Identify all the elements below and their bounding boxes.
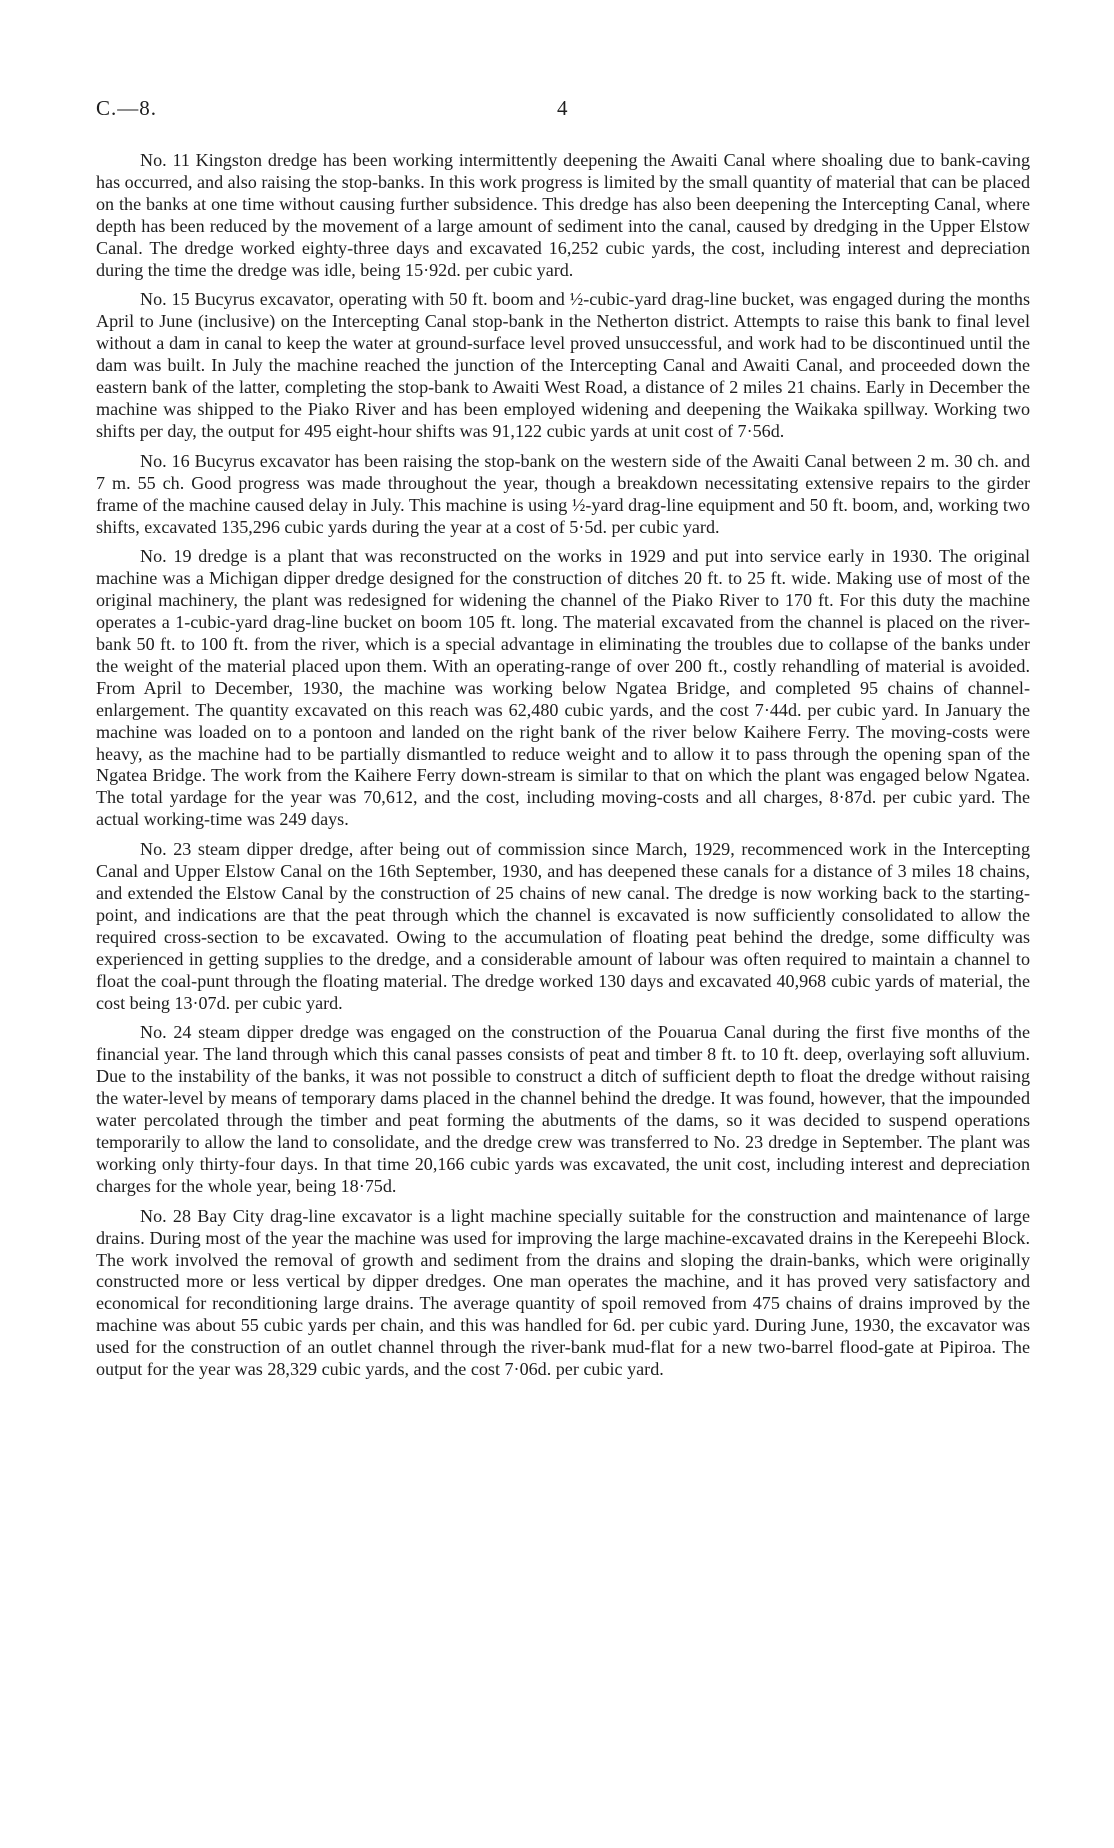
paragraph-no-16-bucyrus-excavator: No. 16 Bucyrus excavator has been raising the stop-bank on the western side of the Awaiti Canal between 2 m. 30 ch. and 7 m. 55 ch. Good progress was made throughout the year, though a breakdown necessitating extensive repairs to the girder frame of the machine caused delay in July. This machine is using ½-yard drag-line equipment and 50 ft. boom, and, working two shifts, excavated 135,296 cubic yards during the year at a cost of 5·5d. per cubic yard. xyxy=(96,450,1030,537)
paragraph-no-28-bay-city-excavator: No. 28 Bay City drag-line excavator is a light machine specially suitable for the construction and maintenance of large drains. During most of the year the machine was used for improving the large machine-excavated drains in the Kerepeehi Block. The work involved the removal of growth and sediment from the drains and sloping the drain-banks, which were originally constructed more or less vertical by dipper dredges. One man operates the machine, and it has proved very satisfactory and economical for reconditioning large drains. The average quantity of spoil removed from 475 chains of drains improved by the machine was about 55 cubic yards per chain, and this was handled for 6d. per cubic yard. During June, 1930, the excavator was used for the construction of an outlet channel through the river-bank mud-flat for a new two-barrel flood-gate at Pipiroa. The output for the year was 28,329 cubic yards, and the cost 7·06d. per cubic yard. xyxy=(96,1205,1030,1380)
paragraph-no-19-dredge: No. 19 dredge is a plant that was reconstructed on the works in 1929 and put into service early in 1930. The original machine was a Michigan dipper dredge designed for the construction of ditches 20 ft. to 25 ft. wide. Making use of most of the original machinery, the plant was redesigned for widening the channel of the Piako River to 170 ft. For this duty the machine operates a 1-cubic-yard drag-line bucket on boom 105 ft. long. The material excavated from the channel is placed on the river-bank 50 ft. to 100 ft. from the river, which is a special advantage in eliminating the troubles due to collapse of the banks under the weight of the material placed upon them. With an operating-range of over 200 ft., costly rehandling of material is avoided. From April to December, 1930, the machine was working below Ngatea Bridge, and completed 95 chains of channel-enlargement. The quantity excavated on this reach was 62,480 cubic yards, and the cost 7·44d. per cubic yard. In January the machine was loaded on to a pontoon and landed on the right bank of the river below Kaihere Ferry. The moving-costs were heavy, as the machine had to be partially dismantled to reduce weight and to allow it to pass through the opening span of the Ngatea Bridge. The work from the Kaihere Ferry down-stream is similar to that on which the plant was engaged below Ngatea. The total yardage for the year was 70,612, and the cost, including moving-costs and all charges, 8·87d. per cubic yard. The actual working-time was 249 days. xyxy=(96,546,1030,830)
paragraph-no-11-kingston-dredge: No. 11 Kingston dredge has been working intermittently deepening the Awaiti Canal where shoaling due to bank-caving has occurred, and also raising the stop-banks. In this work progress is limited by the small quantity of material that can be placed on the banks at one time without causing further subsidence. This dredge has also been deepening the Intercepting Canal, where depth has been reduced by the movement of a large amount of sediment into the canal, caused by dredging in the Upper Elstow Canal. The dredge worked eighty-three days and excavated 16,252 cubic yards, the cost, including interest and depreciation during the time the dredge was idle, being 15·92d. per cubic yard. xyxy=(96,150,1030,280)
paragraph-no-23-steam-dipper-dredge: No. 23 steam dipper dredge, after being out of commission since March, 1929, recommenced work in the Intercepting Canal and Upper Elstow Canal on the 16th September, 1930, and has deepened these canals for a distance of 3 miles 18 chains, and extended the Elstow Canal by the construction of 25 chains of new canal. The dredge is now working back to the starting-point, and indications are that the peat through which the channel is excavated is now sufficiently consolidated to allow the required cross-section to be excavated. Owing to the accumulation of floating peat behind the dredge, some difficulty was experienced in getting supplies to the dredge, and a considerable amount of labour was often required to maintain a channel to float the coal-punt through the floating material. The dredge worked 130 days and excavated 40,968 cubic yards of material, the cost being 13·07d. per cubic yard. xyxy=(96,839,1030,1013)
page-header xyxy=(96,96,1030,126)
page-number: 4 xyxy=(557,96,568,120)
paragraph-no-24-steam-dipper-dredge: No. 24 steam dipper dredge was engaged on the construction of the Pouarua Canal during the first five months of the financial year. The land through which this canal passes consists of peat and timber 8 ft. to 10 ft. deep, overlaying soft alluvium. Due to the instability of the banks, it was not possible to construct a ditch of sufficient depth to float the dredge without raising the water-level by means of temporary dams placed in the channel behind the dredge. It was found, however, that the impounded water percolated through the timber and peat forming the abutments of the dams, so it was decided to suspend operations temporarily to allow the land to consolidate, and the dredge crew was transferred to No. 23 dredge in September. The plant was working only thirty-four days. In that time 20,166 cubic yards was excavated, the unit cost, including interest and depreciation charges for the whole year, being 18·75d. xyxy=(96,1022,1030,1196)
document-reference: C.—8. xyxy=(96,96,158,120)
paragraph-no-15-bucyrus-excavator: No. 15 Bucyrus excavator, operating with 50 ft. boom and ½-cubic-yard drag-line bucket, was engaged during the months April to June (inclusive) on the Intercepting Canal stop-bank in the Netherton district. Attempts to raise this bank to final level without a dam in canal to keep the water at ground-surface level proved unsuccessful, and work had to be discontinued until the dam was built. In July the machine reached the junction of the Intercepting Canal and Awaiti Canal, and proceeded down the eastern bank of the latter, completing the stop-bank to Awaiti West Road, a distance of 2 miles 21 chains. Early in December the machine was shipped to the Piako River and has been employed widening and deepening the Waikaka spillway. Working two shifts per day, the output for 495 eight-hour shifts was 91,122 cubic yards at unit cost of 7·56d. xyxy=(96,289,1030,441)
body-text xyxy=(96,150,1030,1389)
